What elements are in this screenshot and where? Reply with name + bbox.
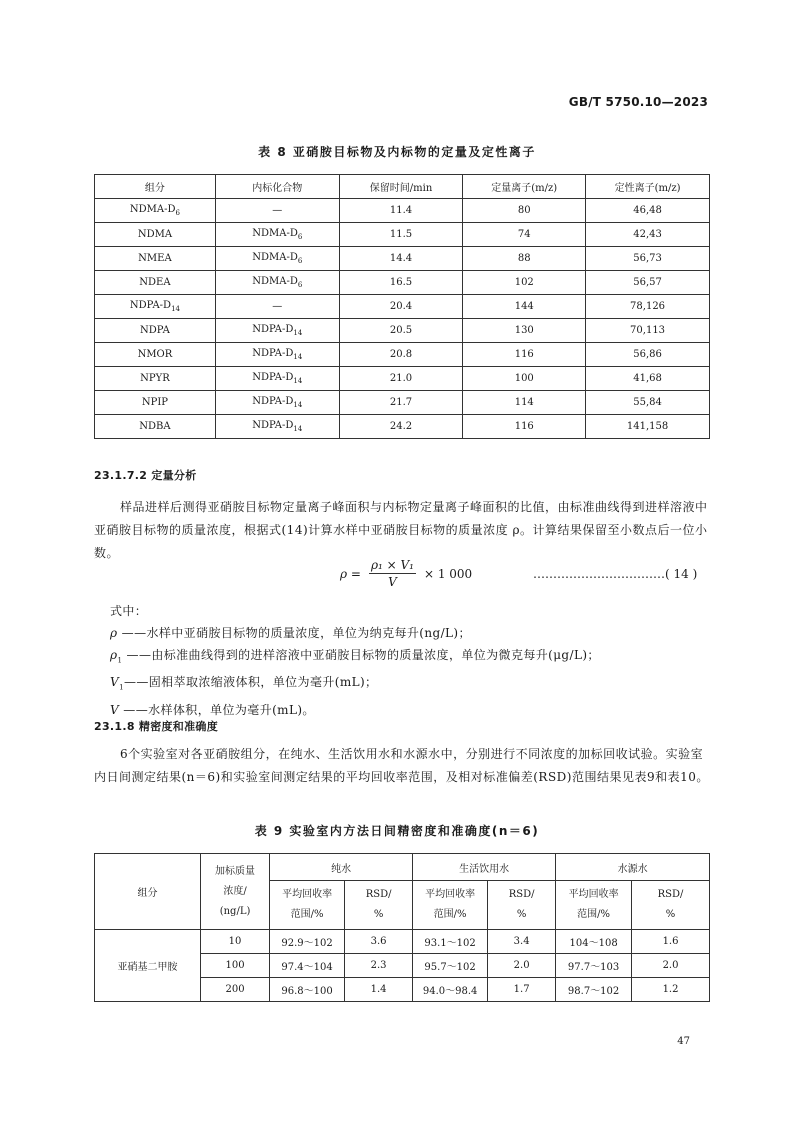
- definition-symbol-subscript: 1: [117, 656, 123, 665]
- recovery-label-line2: 范围/%: [433, 909, 467, 920]
- rsd-label-line1: RSD/: [365, 889, 392, 900]
- group-drinking-water: 生活饮用水: [413, 854, 556, 881]
- component-name: NPYR: [140, 373, 170, 384]
- variable-definitions: [110, 600, 600, 721]
- cell-retention-time: 20.8: [339, 343, 463, 367]
- internal-standard-subscript: 14: [293, 377, 303, 385]
- table9: [94, 853, 710, 1002]
- cell-retention-time: 24.2: [339, 415, 463, 439]
- cell-internal-standard: [215, 271, 339, 295]
- internal-standard-name: NDPA-D: [252, 396, 294, 407]
- cell-quant-ion: 130: [463, 319, 586, 343]
- table-row: [95, 319, 710, 343]
- cell-qual-ion: 41,68: [586, 367, 710, 391]
- internal-standard-name: NDMA-D: [252, 228, 298, 239]
- table-row: [95, 247, 710, 271]
- definition-symbol: V: [110, 702, 120, 717]
- definition-symbol-subscript: 1: [119, 683, 124, 692]
- internal-standard-name: —: [272, 205, 283, 216]
- internal-standard-name: NDPA-D: [252, 372, 294, 383]
- recovery-label-line1: 平均回收率: [425, 889, 476, 900]
- definition-symbol: ρ: [110, 648, 118, 662]
- spike-label-line2: 浓度/: [223, 885, 247, 897]
- cell-retention-time: 16.5: [339, 271, 463, 295]
- cell-quant-ion: 74: [463, 223, 586, 247]
- table-row: [95, 223, 710, 247]
- table8-caption: 表 8 亚硝胺目标物及内标物的定量及定性离子: [258, 145, 536, 159]
- recovery-label-line2: 范围/%: [577, 909, 611, 920]
- table-row: [95, 199, 710, 223]
- cell-pure-water-rsd: 3.6: [345, 930, 413, 954]
- definition-item: [110, 644, 600, 671]
- cell-component-name: 亚硝基二甲胺: [95, 930, 201, 1002]
- cell-quant-ion: 102: [463, 271, 586, 295]
- cell-component: [95, 271, 216, 295]
- table8-col-quant-ion: 定量离子(m/z): [463, 175, 586, 199]
- cell-retention-time: 11.4: [339, 199, 463, 223]
- cell-qual-ion: 141,158: [586, 415, 710, 439]
- formula-numerator: ρ₁ × V₁: [370, 558, 414, 572]
- table8-col-retention-time: 保留时间/min: [339, 175, 463, 199]
- cell-spike-concentration: 100: [200, 954, 269, 978]
- internal-standard-subscript: 14: [293, 401, 303, 409]
- definition-text: ——水样中亚硝胺目标物的质量浓度，单位为纳克每升(ng/L)；: [117, 626, 471, 640]
- table-row: [95, 271, 710, 295]
- cell-qual-ion: 78,126: [586, 295, 710, 319]
- internal-standard-name: NDPA-D: [252, 324, 294, 335]
- cell-source-water-rsd: 1.2: [632, 978, 710, 1002]
- cell-retention-time: 11.5: [339, 223, 463, 247]
- internal-standard-name: NDMA-D: [252, 252, 298, 263]
- subhead-recovery-range: [413, 881, 488, 930]
- cell-drinking-water-recovery: 93.1～102: [413, 930, 488, 954]
- subhead-recovery-range: [270, 881, 345, 930]
- component-name: NDMA-D: [129, 204, 176, 215]
- cell-component: [95, 391, 216, 415]
- spike-label-line1: 加标质量: [215, 865, 256, 877]
- rsd-label-line2: %: [665, 909, 676, 920]
- quant-analysis-paragraph: 样品进样后测得亚硝胺目标物定量离子峰面积与内标物定量离子峰面积的比值，由标准曲线得到进样溶液中亚硝胺目标物的质量浓度，根据式(14)计算水样中亚硝胺目标物的质量浓度 ρ。计算结果保留至小数点后一位小数。: [94, 500, 708, 560]
- internal-standard-subscript: 6: [297, 257, 303, 265]
- table9-col-component: 组分: [95, 854, 201, 930]
- table-row: [95, 367, 710, 391]
- cell-source-water-recovery: 97.7～103: [556, 954, 632, 978]
- spike-label-line3: (ng/L): [219, 905, 251, 917]
- cell-internal-standard: [215, 223, 339, 247]
- cell-component: [95, 199, 216, 223]
- where-label: 式中：: [110, 604, 148, 618]
- recovery-label-line1: 平均回收率: [282, 889, 333, 900]
- cell-drinking-water-recovery: 94.0～98.4: [413, 978, 488, 1002]
- cell-internal-standard: [215, 367, 339, 391]
- table-row: [95, 295, 710, 319]
- internal-standard-subscript: 14: [293, 329, 303, 337]
- table8-col-qual-ion: 定性离子(m/z): [586, 175, 710, 199]
- section-heading-precision: 23.1.8 精密度和准确度: [94, 720, 219, 733]
- cell-drinking-water-rsd: 3.4: [488, 930, 556, 954]
- rsd-label-line2: %: [373, 909, 384, 920]
- cell-pure-water-rsd: 2.3: [345, 954, 413, 978]
- cell-retention-time: 14.4: [339, 247, 463, 271]
- standard-code: GB/T 5750.10—2023: [568, 95, 708, 109]
- cell-drinking-water-recovery: 95.7～102: [413, 954, 488, 978]
- cell-source-water-recovery: 104～108: [556, 930, 632, 954]
- internal-standard-name: NDMA-D: [252, 276, 298, 287]
- cell-retention-time: 21.7: [339, 391, 463, 415]
- cell-pure-water-rsd: 1.4: [345, 978, 413, 1002]
- cell-internal-standard: [215, 295, 339, 319]
- definition-list: [110, 622, 600, 721]
- component-name: NMOR: [137, 349, 173, 360]
- table-row: [95, 343, 710, 367]
- internal-standard-subscript: 6: [297, 233, 303, 241]
- cell-quant-ion: 144: [463, 295, 586, 319]
- group-source-water: 水源水: [556, 854, 710, 881]
- cell-component: [95, 319, 216, 343]
- cell-internal-standard: [215, 415, 339, 439]
- cell-source-water-rsd: 1.6: [632, 930, 710, 954]
- cell-pure-water-recovery: 92.9～102: [270, 930, 345, 954]
- definition-symbol: ρ: [110, 626, 118, 640]
- cell-source-water-recovery: 98.7～102: [556, 978, 632, 1002]
- table-row: [95, 391, 710, 415]
- table8: [94, 174, 710, 439]
- component-name: NDPA-D: [129, 300, 172, 311]
- cell-pure-water-recovery: 96.8～100: [270, 978, 345, 1002]
- cell-retention-time: 20.4: [339, 295, 463, 319]
- table9-header-row-1: [95, 854, 710, 881]
- cell-internal-standard: [215, 391, 339, 415]
- cell-qual-ion: 56,73: [586, 247, 710, 271]
- cell-component: [95, 295, 216, 319]
- cell-component: [95, 415, 216, 439]
- table-row: [95, 415, 710, 439]
- cell-internal-standard: [215, 343, 339, 367]
- cell-internal-standard: [215, 319, 339, 343]
- definition-item: [110, 622, 600, 644]
- component-name: NDMA: [137, 229, 173, 240]
- internal-standard-name: NDPA-D: [252, 348, 294, 359]
- cell-retention-time: 20.5: [339, 319, 463, 343]
- cell-quant-ion: 80: [463, 199, 586, 223]
- cell-qual-ion: 56,86: [586, 343, 710, 367]
- table-row: [95, 930, 710, 954]
- cell-quant-ion: 114: [463, 391, 586, 415]
- subhead-recovery-range: [556, 881, 632, 930]
- cell-internal-standard: [215, 247, 339, 271]
- definition-item: [110, 671, 600, 698]
- cell-component: [95, 367, 216, 391]
- cell-drinking-water-rsd: 2.0: [488, 954, 556, 978]
- internal-standard-subscript: 14: [293, 353, 303, 361]
- subhead-rsd: [488, 881, 556, 930]
- cell-component: [95, 343, 216, 367]
- cell-drinking-water-rsd: 1.7: [488, 978, 556, 1002]
- cell-quant-ion: 116: [463, 343, 586, 367]
- component-subscript: 6: [175, 209, 180, 217]
- section-heading-quant-analysis: 23.1.7.2 定量分析: [94, 469, 197, 482]
- definition-symbol: V: [110, 675, 120, 690]
- cell-qual-ion: 42,43: [586, 223, 710, 247]
- table8-col-internal-standard: 内标化合物: [215, 175, 339, 199]
- formula-fraction: [369, 558, 416, 589]
- cell-qual-ion: 55,84: [586, 391, 710, 415]
- cell-quant-ion: 100: [463, 367, 586, 391]
- recovery-label-line2: 范围/%: [290, 909, 324, 920]
- rsd-label-line1: RSD/: [508, 889, 535, 900]
- cell-quant-ion: 88: [463, 247, 586, 271]
- recovery-label-line1: 平均回收率: [568, 889, 619, 900]
- group-pure-water: 纯水: [270, 854, 413, 881]
- definition-text: ——固相萃取浓缩液体积，单位为毫升(mL)；: [123, 675, 378, 690]
- definition-text: ——由标准曲线得到的进样溶液中亚硝胺目标物的质量浓度，单位为微克每升(μg/L)；: [122, 648, 600, 662]
- table9-col-spike: [200, 854, 269, 930]
- internal-standard-name: —: [272, 301, 283, 312]
- cell-quant-ion: 116: [463, 415, 586, 439]
- cell-qual-ion: 70,113: [586, 319, 710, 343]
- precision-paragraph: 6个实验室对各亚硝胺组分，在纯水、生活饮用水和水源水中，分别进行不同浓度的加标回收试验。实验室内日间测定结果(n＝6)和实验室间测定结果的平均回收率范围，及相对标准偏差(RSD)范围结果见表9和表10。: [94, 747, 709, 784]
- cell-qual-ion: 56,57: [586, 271, 710, 295]
- equation-14: [340, 558, 698, 589]
- rsd-label-line2: %: [516, 909, 527, 920]
- table8-col-component: 组分: [95, 175, 216, 199]
- cell-retention-time: 21.0: [339, 367, 463, 391]
- component-name: NMEA: [138, 253, 172, 264]
- page-number: 47: [677, 1036, 690, 1047]
- component-name: NPIP: [141, 397, 169, 408]
- subhead-rsd: [345, 881, 413, 930]
- component-name: NDPA: [140, 325, 170, 336]
- rsd-label-line1: RSD/: [657, 889, 684, 900]
- cell-spike-concentration: 200: [200, 978, 269, 1002]
- cell-component: [95, 223, 216, 247]
- definition-text: ——水样体积，单位为毫升(mL)。: [119, 702, 315, 717]
- table9-caption: 表 9 实验室内方法日间精密度和准确度(n＝6): [254, 824, 540, 838]
- component-name: NDEA: [139, 277, 171, 288]
- table8-header-row: [95, 175, 710, 199]
- cell-pure-water-recovery: 97.4～104: [270, 954, 345, 978]
- cell-component: [95, 247, 216, 271]
- cell-source-water-rsd: 2.0: [632, 954, 710, 978]
- cell-spike-concentration: 10: [200, 930, 269, 954]
- internal-standard-subscript: 6: [297, 281, 303, 289]
- cell-qual-ion: 46,48: [586, 199, 710, 223]
- equation-number: ……………………………( 14 ): [533, 566, 698, 581]
- formula-lhs: ρ =: [340, 566, 361, 581]
- formula-rhs: × 1 000: [423, 566, 473, 581]
- formula-denominator: V: [388, 575, 397, 589]
- internal-standard-name: NDPA-D: [252, 420, 294, 431]
- internal-standard-subscript: 14: [293, 425, 303, 433]
- component-subscript: 14: [171, 305, 180, 313]
- cell-internal-standard: [215, 199, 339, 223]
- component-name: NDBA: [139, 421, 171, 432]
- subhead-rsd: [632, 881, 710, 930]
